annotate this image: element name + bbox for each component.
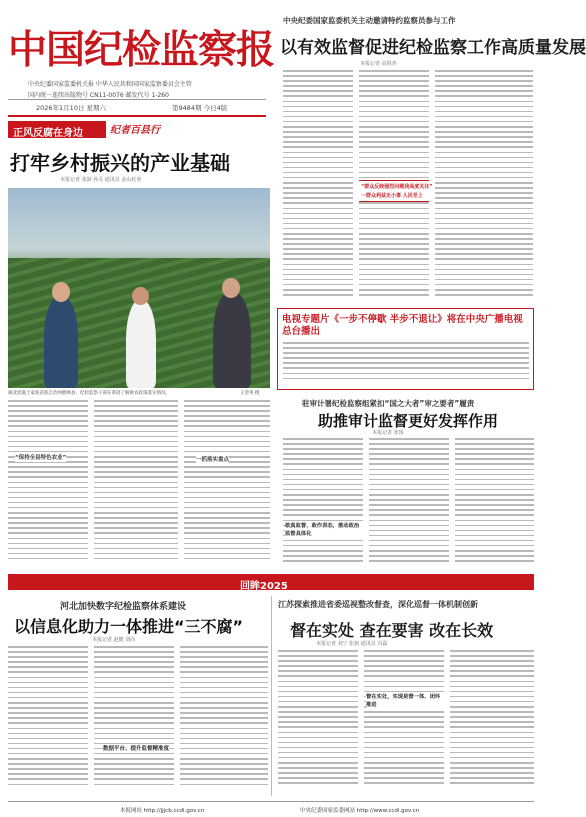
feature-photo (8, 188, 270, 388)
jiangsu-body-col3 (450, 650, 534, 796)
masthead-date: 2026年1月10日 星期六 (36, 104, 107, 112)
hebei-body-col1 (8, 646, 88, 796)
photo-caption: 湖北恩施土家族苗族自治州鹤峰县，纪检监察干部在茶园了解惠农政策落实情况。 (8, 391, 170, 396)
hebei-subhead: 数据平台、提升监督精准度 (103, 746, 170, 752)
hebei-body-col3 (180, 646, 268, 796)
lead-headline: 以有效监督促进纪检监察工作高质量发展 (280, 38, 586, 58)
feature-byline: 本报记者 张淑 孙灵 通讯员 金山松喜 (60, 177, 142, 183)
hebei-kicker: 河北加快数字纪检监察体系建设 (60, 602, 187, 612)
footer-ccdi-link[interactable]: 中央纪委国家监委网站 http://www.ccdi.gov.cn (300, 808, 420, 814)
audit-kicker: 驻审计署纪检监察组紧扣“国之大者”审之要者”履责 (302, 399, 475, 408)
jiangsu-subhead: 督在实处，实现是督一体、闭环推进 (366, 693, 444, 709)
dark-box-title-2: 一群众利益无小事 人民至上 (361, 193, 423, 199)
jiangsu-kicker: 江苏探索推进省委巡视整改督查，深化巡督一体机制创新 (278, 600, 478, 609)
boxed-story-headline: 电视专题片《一步不停歇 半步不退让》将在中央广播电视总台播出 (282, 314, 523, 337)
audit-headline: 助推审计监督更好发挥作用 (318, 412, 499, 430)
footer-site-link[interactable]: 本报网址 http://jjjcb.ccdi.gov.cn (120, 808, 205, 814)
jiangsu-body-col1 (278, 650, 358, 796)
retro-banner: 回眸2025 (240, 581, 288, 592)
masthead-code: 国内统一连续出版物号 CN11-0076 邮发代号 1-260 (28, 92, 169, 99)
masthead-issue: 第9484期 今日4版 (172, 104, 228, 112)
hebei-body-col2 (94, 646, 174, 796)
feature-banner: 正风反腐在身边 (13, 128, 83, 139)
feature-body-col1 (8, 400, 88, 565)
audit-byline: 本报记者 张琢 (372, 430, 404, 436)
audit-body-col1 (283, 438, 363, 566)
photo-credit: 王金英 摄 (240, 391, 260, 396)
masthead-title: 中国纪检监察报 (8, 27, 275, 73)
jiangsu-headline: 督在实处 查在要害 改在长效 (290, 621, 494, 640)
hebei-headline: 以信息化助力一体推进“三不腐” (14, 617, 244, 636)
hebei-byline: 本报记者 赵健 刘尚 (92, 637, 136, 643)
feature-banner-tag: 纪者百县行 (110, 125, 160, 136)
feature-sub1: “保持全县特色农业” (15, 452, 66, 462)
jiangsu-byline: 本报记者 刘宁 张铭 通讯员 冯霖 (316, 641, 388, 647)
boxed-story-body (283, 342, 529, 386)
masthead-sponsor: 中央纪委国家监委机关报 中华人民共和国国家监察委员会主管 (28, 81, 192, 88)
jiangsu-body-col2 (364, 650, 444, 796)
audit-body-col2 (369, 438, 449, 566)
lead-body-col3 (435, 70, 533, 302)
lead-body-col1 (283, 70, 353, 302)
audit-body-col3 (455, 438, 534, 566)
feature-sub2: 一抓落实重点 (196, 454, 229, 464)
audit-subhead: 敢真监督、敢作表态，推动政治监督具体化 (285, 522, 363, 538)
lead-kicker: 中央纪委国家监委机关主动邀请特约监察员参与工作 (283, 16, 456, 25)
lead-byline: 本报记者 高锐查 (360, 61, 397, 67)
feature-headline: 打牢乡村振兴的产业基础 (10, 151, 230, 175)
feature-body-col3 (184, 400, 270, 565)
dark-box-title-1: “群众反映强烈问题我高度关注” (361, 184, 433, 190)
feature-body-col2 (94, 400, 178, 565)
